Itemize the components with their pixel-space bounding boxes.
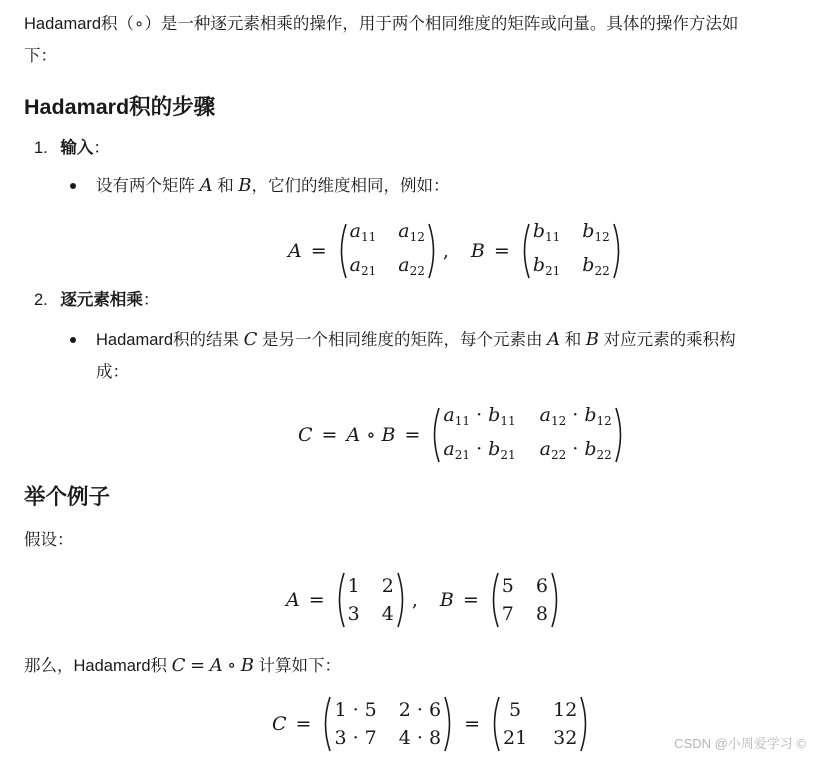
matrix-cell: 32: [553, 727, 578, 749]
matrix-cell: $a_{12}$: [398, 220, 425, 244]
matrix-cell: 6: [535, 575, 548, 597]
eq-equals: =: [464, 713, 480, 735]
matrix-cell: 1: [347, 575, 360, 597]
bullet-2: [70, 326, 80, 354]
text-segment: ，它们的维度相同，例如：: [251, 177, 450, 195]
right-paren: [443, 696, 455, 752]
matrix-cell: 5: [509, 699, 522, 721]
eq-lhs-c: C: [298, 424, 313, 446]
text-segment: 是另一个相同维度的矩阵，每个元素由: [262, 331, 543, 349]
matrix-cell: $b_{22}$: [582, 254, 610, 278]
text-segment: 计算如下：: [258, 657, 342, 675]
text-segment: Hadamard积的结果: [96, 331, 240, 349]
left-paren: [488, 572, 500, 628]
matrix-cell: $a_{22} \cdot b_{22}$: [539, 438, 612, 462]
text-segment: 对应元素的乘积构: [603, 331, 736, 349]
eq-lhs-a: A: [288, 240, 302, 262]
left-paren: [489, 696, 501, 752]
text-segment: 设有两个矩阵: [96, 177, 195, 195]
eq-circ: ∘: [366, 424, 376, 446]
text-segment: 成：: [96, 363, 129, 381]
matrix-cell: 2 · 6: [398, 699, 442, 721]
watermark: CSDN @小周爱学习 ©: [674, 736, 806, 751]
matrix-results: [501, 697, 579, 751]
right-paren: [427, 223, 439, 279]
eq-equals: =: [404, 424, 421, 446]
eq-lhs-c: C: [272, 713, 287, 735]
text-segment: 和: [564, 331, 582, 349]
example-heading: 举个例子: [24, 485, 111, 509]
step-1-title: 输入: [60, 139, 94, 157]
matrix-cell: 8: [535, 603, 548, 625]
matrix-cell: $b_{21}$: [532, 254, 561, 278]
eq-equals: =: [308, 589, 325, 611]
text-segment: 和: [217, 177, 234, 195]
matrix-cell: $a_{11} \cdot b_{11}$: [443, 404, 516, 428]
equation-example-result: [272, 696, 591, 752]
right-paren: [550, 572, 562, 628]
step-1-number: 1.: [34, 139, 48, 157]
matrix-cell: 5: [501, 575, 514, 597]
math-var-a: A: [209, 655, 223, 676]
equation-matrices-ab: [288, 218, 624, 284]
intro-line-1: Hadamard积（∘）是一种逐元素相乘的操作，用于两个相同维度的矩阵或向量。具体的操作方法如: [24, 15, 739, 33]
step-1-bullet-text: [96, 170, 812, 202]
matrix-cell: $a_{21} \cdot b_{21}$: [443, 438, 516, 462]
right-paren: [612, 223, 624, 279]
bullet-1: [70, 172, 80, 200]
then-text: [24, 650, 814, 682]
math-var-b: B: [585, 329, 600, 350]
left-paren: [320, 696, 332, 752]
eq-var-b: B: [381, 424, 396, 446]
left-paren: [336, 223, 348, 279]
eq-equals: =: [321, 424, 338, 446]
eq-lhs-b: B: [470, 240, 485, 262]
matrix-cell: $a_{22}$: [398, 254, 425, 278]
math-var-a: A: [199, 175, 213, 196]
matrix-cell: $a_{11}$: [349, 220, 377, 244]
matrix-a: [348, 218, 427, 284]
intro-line-2: 下：: [24, 47, 57, 65]
assume-text: 假设：: [24, 531, 74, 549]
step-1-colon: ：: [93, 139, 110, 157]
eq-equals: =: [462, 589, 479, 611]
text-segment: 那么，Hadamard积: [24, 657, 168, 675]
matrix-cell: $b_{11}$: [532, 220, 561, 244]
math-var-c: C: [171, 655, 186, 676]
matrix-a-example: [346, 573, 396, 627]
matrix-cell: 4 · 8: [398, 727, 442, 749]
intro-paragraph: [24, 8, 814, 72]
math-var-c: C: [243, 329, 258, 350]
matrix-cell: 1 · 5: [334, 699, 377, 721]
matrix-cell: 21: [502, 727, 528, 749]
math-var-a: A: [547, 329, 561, 350]
eq-comma: ,: [442, 240, 449, 262]
matrix-cell: $b_{12}$: [582, 220, 610, 244]
right-paren: [614, 407, 626, 463]
matrix-products: [332, 697, 443, 751]
matrix-cell: 2: [381, 575, 394, 597]
eq-equals: =: [295, 713, 312, 735]
matrix-cell: 3: [347, 603, 360, 625]
equation-hadamard-definition: [298, 402, 626, 468]
equation-example-ab: [286, 572, 562, 628]
eq-var-a: A: [346, 424, 361, 446]
step-2-number: 2.: [34, 291, 48, 309]
matrix-b-example: [500, 573, 550, 627]
math-var-b: B: [240, 655, 254, 676]
matrix-cell: $a_{12} \cdot b_{12}$: [539, 404, 612, 428]
eq-lhs-b: B: [439, 589, 454, 611]
steps-heading: Hadamard积的步骤: [24, 95, 216, 119]
left-paren: [429, 407, 441, 463]
step-2-colon: ：: [142, 291, 160, 309]
matrix-cell: 7: [501, 603, 514, 625]
right-paren: [396, 572, 408, 628]
matrix-cell: 3 · 7: [334, 727, 377, 749]
eq-equals: =: [493, 240, 510, 262]
step-2-bullet-text: [96, 324, 812, 388]
eq-lhs-a: A: [286, 589, 300, 611]
right-paren: [579, 696, 591, 752]
matrix-cell: 12: [553, 699, 578, 721]
step-2-title: 逐元素相乘: [60, 291, 143, 309]
eq-comma: ,: [411, 589, 418, 611]
matrix-cell: $a_{21}$: [349, 254, 377, 278]
left-paren: [334, 572, 346, 628]
math-equals: =: [190, 655, 206, 676]
math-var-b: B: [238, 175, 252, 196]
matrix-cell: 4: [381, 603, 394, 625]
left-paren: [519, 223, 531, 279]
math-circ: ∘: [227, 655, 237, 676]
step-1: [34, 134, 110, 162]
eq-equals: =: [310, 240, 327, 262]
matrix-product: [441, 402, 613, 468]
step-2: [34, 286, 159, 314]
matrix-b: [531, 218, 612, 284]
